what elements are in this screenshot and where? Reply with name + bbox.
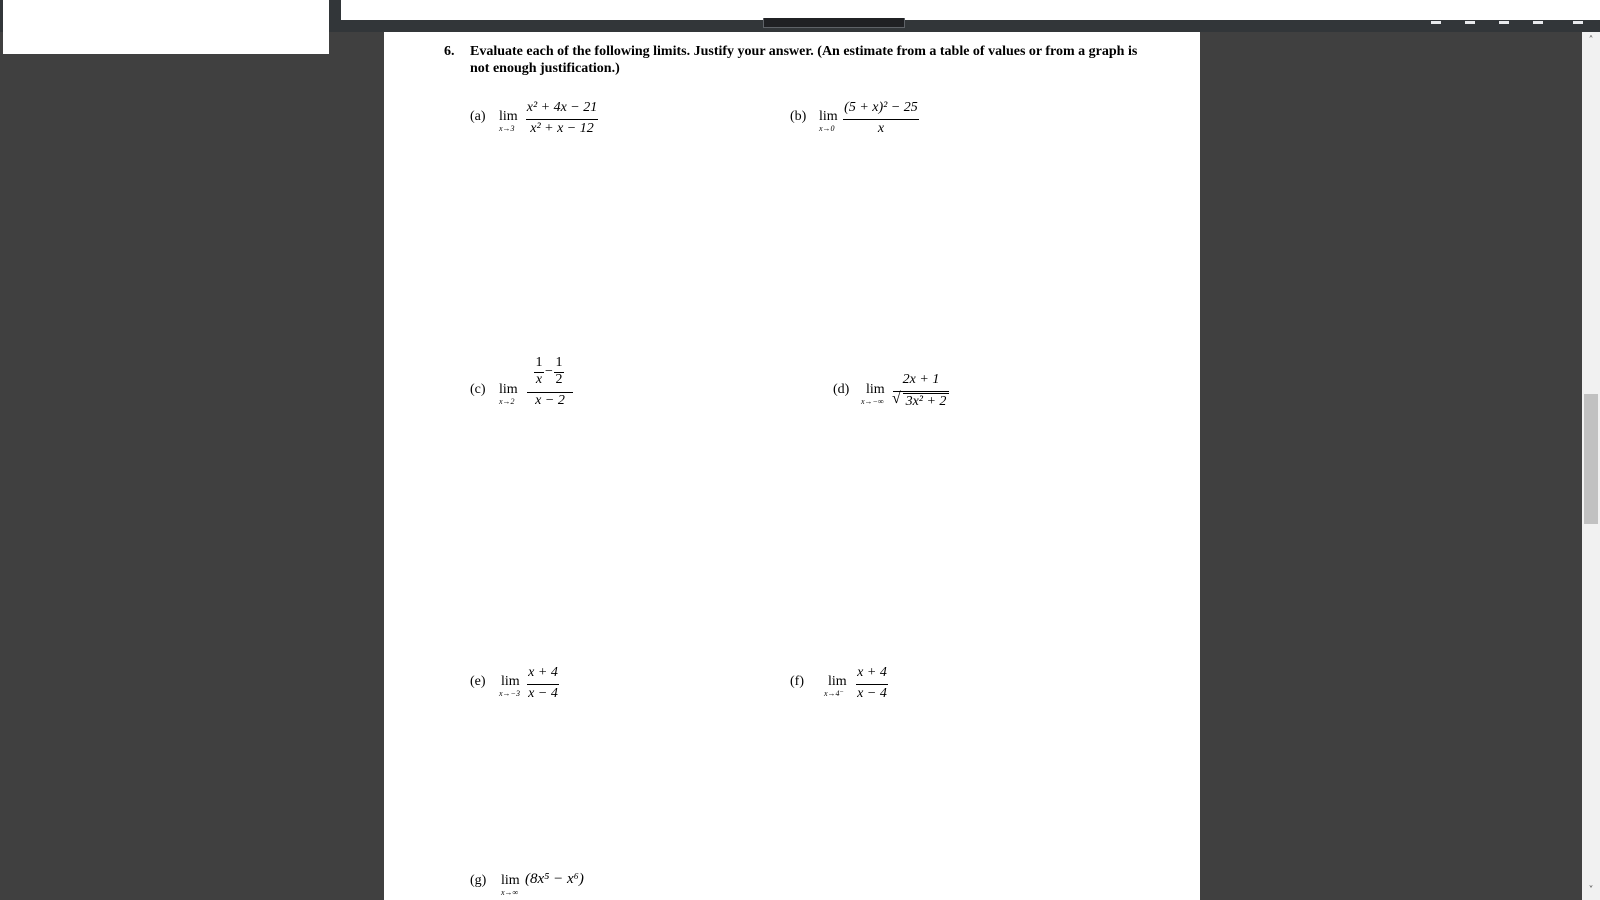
lim-text: lim [828,674,847,689]
lim-text: lim [501,873,520,888]
toolbar-overlay [341,0,1600,20]
denominator: x − 2 [535,393,565,408]
denominator: x − 4 [857,686,887,701]
lim-text: lim [499,109,518,124]
numerator: x² + 4x − 21 [526,100,598,115]
fraction-bar [843,119,919,120]
fit-page-icon[interactable] [1430,19,1442,27]
fraction-bar [526,119,598,120]
lim-text: lim [501,674,520,689]
pdf-page [384,32,1200,900]
lim-subscript: x→∞ [501,888,519,897]
denominator: x² + x − 12 [530,121,594,136]
numerator: x + 4 [528,665,558,680]
page-number-input[interactable] [763,18,905,28]
download-icon[interactable] [1498,19,1510,27]
question-number: 6. [444,44,455,59]
problem-label: (a) [470,109,486,124]
lim-text: lim [819,109,838,124]
lim-subscript: x→−3 [499,689,520,698]
fraction-bar [527,684,559,685]
denominator: x − 4 [528,686,558,701]
inner-minus: − [545,364,553,379]
inner-denominator-left: x [535,372,543,387]
lim-subscript: x→−∞ [861,397,884,406]
lim-subscript: x→2 [499,397,515,406]
more-actions-icon[interactable] [1572,19,1584,27]
problem-label: (d) [833,382,850,397]
side-panel [3,0,329,54]
rotate-icon[interactable] [1464,19,1476,27]
lim-text: lim [499,382,518,397]
print-icon[interactable] [1532,19,1544,27]
fraction-bar [856,684,888,685]
denominator: 3x² + 2 [905,394,947,409]
inner-denominator-right: 2 [555,372,563,387]
square-root-symbol: √ [892,390,901,407]
numerator: 2x + 1 [902,372,940,387]
denominator: x [877,121,885,136]
lim-subscript: x→3 [499,124,515,133]
problem-label: (c) [470,382,486,397]
fraction-bar [893,391,949,392]
lim-subscript: x→0 [819,124,835,133]
scroll-up-icon[interactable]: ˄ [1588,35,1594,46]
scrollbar-thumb[interactable] [1584,394,1598,524]
problem-label: (e) [470,674,486,689]
problem-label: (b) [790,109,807,124]
lim-text: lim [866,382,885,397]
scroll-down-icon[interactable]: ˅ [1588,885,1594,896]
inner-numerator-right: 1 [555,355,563,370]
inner-numerator-left: 1 [535,355,543,370]
expression: (8x⁵ − x⁶) [525,871,584,887]
numerator: x + 4 [857,665,887,680]
problem-label: (f) [790,674,804,689]
vertical-scrollbar[interactable] [1582,32,1600,900]
numerator: (5 + x)² − 25 [844,100,918,115]
question-text: Evaluate each of the following limits. Justify your answer. (An estimate from a table of values or from a graph is not enough justification.) [470,44,1138,76]
lim-subscript: x→4⁻ [824,689,844,698]
problem-label: (g) [470,873,487,888]
